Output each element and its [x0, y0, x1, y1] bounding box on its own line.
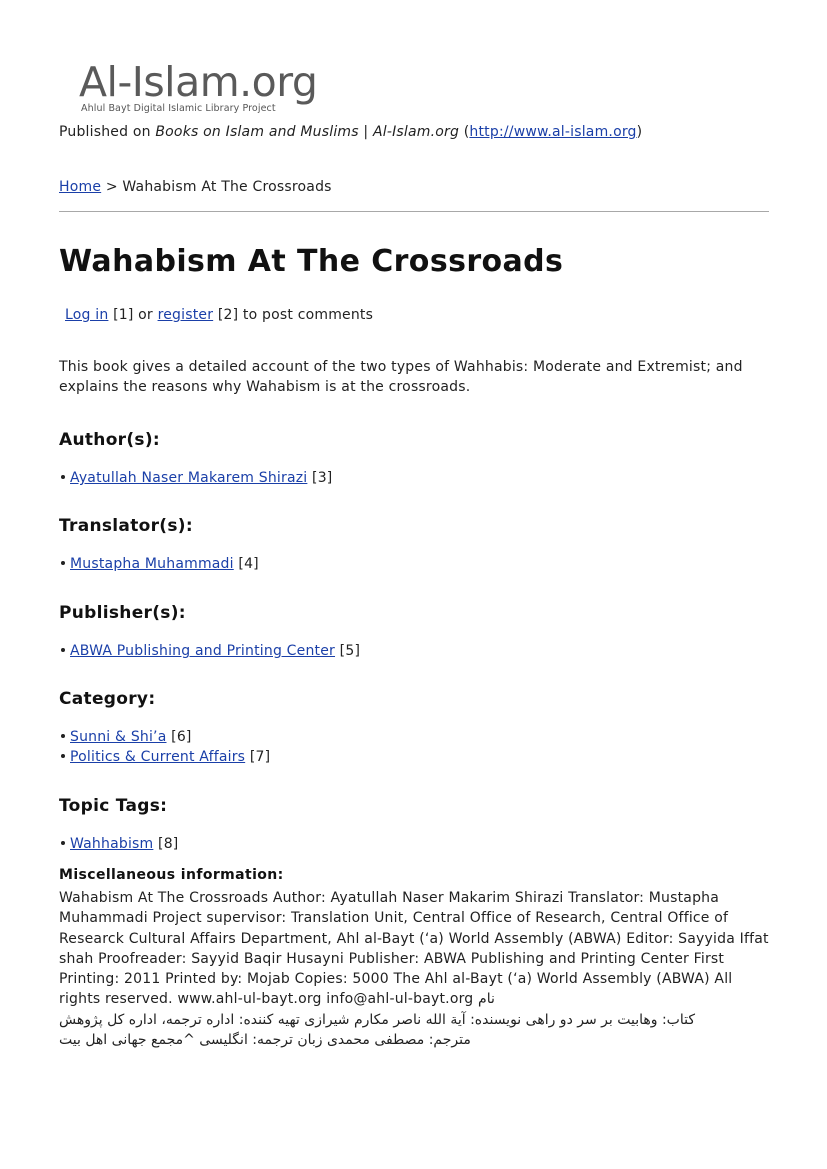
misc-arabic-line-1: کتاب: وهابیت بر سر دو راهی نویسنده: آیة الله ناصر مکارم شیرازی تهیه کننده: اداره ترجمه، اداره کل پژوهش: [59, 1011, 696, 1028]
site-url-link[interactable]: http://www.al-islam.org: [469, 124, 637, 140]
list-item: [59, 834, 178, 854]
list-item: [59, 727, 270, 747]
list-item: [59, 554, 259, 574]
divider: [59, 211, 769, 212]
misc-arabic-line-2: مترجم: مصطفی محمدی زبان ترجمه: انگلیسی ^مجمع جهانی اهل بیت: [59, 1032, 471, 1049]
author-ref: [3]: [312, 470, 333, 486]
list-item: [59, 747, 270, 767]
topic-tags-heading: Topic Tags:: [59, 796, 168, 816]
site-name: Books on Islam and Muslims | Al-Islam.org: [155, 124, 460, 140]
logo-tagline: Ahlul Bayt Digital Islamic Library Project: [81, 103, 276, 114]
publisher-ref: [5]: [339, 643, 361, 659]
published-prefix: Published on: [59, 124, 151, 140]
list-item: [59, 468, 332, 488]
bullet-icon: [61, 734, 65, 738]
breadcrumb-separator: >: [105, 179, 118, 195]
breadcrumb-current: Wahabism At The Crossroads: [122, 179, 332, 195]
breadcrumb-home-link[interactable]: Home: [59, 179, 102, 195]
site-logo: [79, 58, 318, 120]
authors-list: [59, 468, 332, 488]
register-ref: [2]: [217, 307, 239, 323]
bullet-icon: [61, 754, 65, 758]
bullet-icon: [61, 561, 65, 565]
login-or: or: [138, 307, 153, 323]
publishers-list: [59, 641, 360, 661]
login-link[interactable]: Log in: [65, 307, 109, 323]
list-item: [59, 641, 360, 661]
translator-link[interactable]: Mustapha Muhammadi: [70, 556, 234, 572]
category-heading: Category:: [59, 689, 156, 709]
bullet-icon: [61, 648, 65, 652]
author-link[interactable]: Ayatullah Naser Makarem Shirazi: [70, 470, 308, 486]
bullet-icon: [61, 841, 65, 845]
logo-wordmark: Al-Islam.org: [79, 58, 318, 106]
publisher-link[interactable]: ABWA Publishing and Printing Center: [70, 643, 336, 659]
misc-text: Wahabism At The Crossroads Author: Ayatullah Naser Makarim Shirazi Translator: Mustapha Muhammadi Project supervisor: Translation Unit, Central Office of Research, Central Office of Researck Cultural Affairs Department, Ahl al-Bayt (‘a) World Assembly (ABWA) Editor: Sayyida Iffat shah Proofreader: Sayyid Baqir Husayni Publisher: ABWA Publishing and Printing Center First Printing: 2011 Printed by: Mojab Copies: 5000 The Ahl al-Bayt (‘a) World Assembly (ABWA) All rights reserved. www.ahl-ul-bayt.org info@ahl-ul-bayt.org نام: [59, 890, 769, 1008]
login-suffix: to post comments: [242, 307, 374, 323]
publishers-heading: Publisher(s):: [59, 603, 186, 623]
category-ref: [6]: [171, 729, 192, 745]
book-description: This book gives a detailed account of the two types of Wahhabis: Moderate and Extremist; and explains the reasons why Wahabism is at the crossroads.: [59, 359, 743, 395]
topic-tags-list: [59, 834, 178, 854]
category-ref: [7]: [249, 749, 271, 765]
misc-information: [59, 888, 771, 1050]
comment-login-line: [65, 307, 373, 323]
translators-heading: Translator(s):: [59, 516, 193, 536]
bullet-icon: [61, 475, 65, 479]
category-list: [59, 727, 270, 767]
breadcrumb: [59, 179, 332, 195]
published-line: Published on Books on Islam and Muslims | Al-Islam.org (http://www.al-islam.org): [59, 124, 643, 140]
topic-tag-ref: [8]: [158, 836, 179, 852]
translators-list: [59, 554, 259, 574]
login-ref: [1]: [113, 307, 134, 323]
register-link[interactable]: register: [157, 307, 214, 323]
topic-tag-link[interactable]: Wahhabism: [70, 836, 154, 852]
category-link[interactable]: Politics & Current Affairs: [70, 749, 246, 765]
translator-ref: [4]: [238, 556, 259, 572]
authors-heading: Author(s):: [59, 430, 161, 450]
category-link[interactable]: Sunni & Shi’a: [70, 729, 167, 745]
page-title: Wahabism At The Crossroads: [59, 244, 564, 279]
misc-heading: Miscellaneous information:: [59, 867, 284, 883]
